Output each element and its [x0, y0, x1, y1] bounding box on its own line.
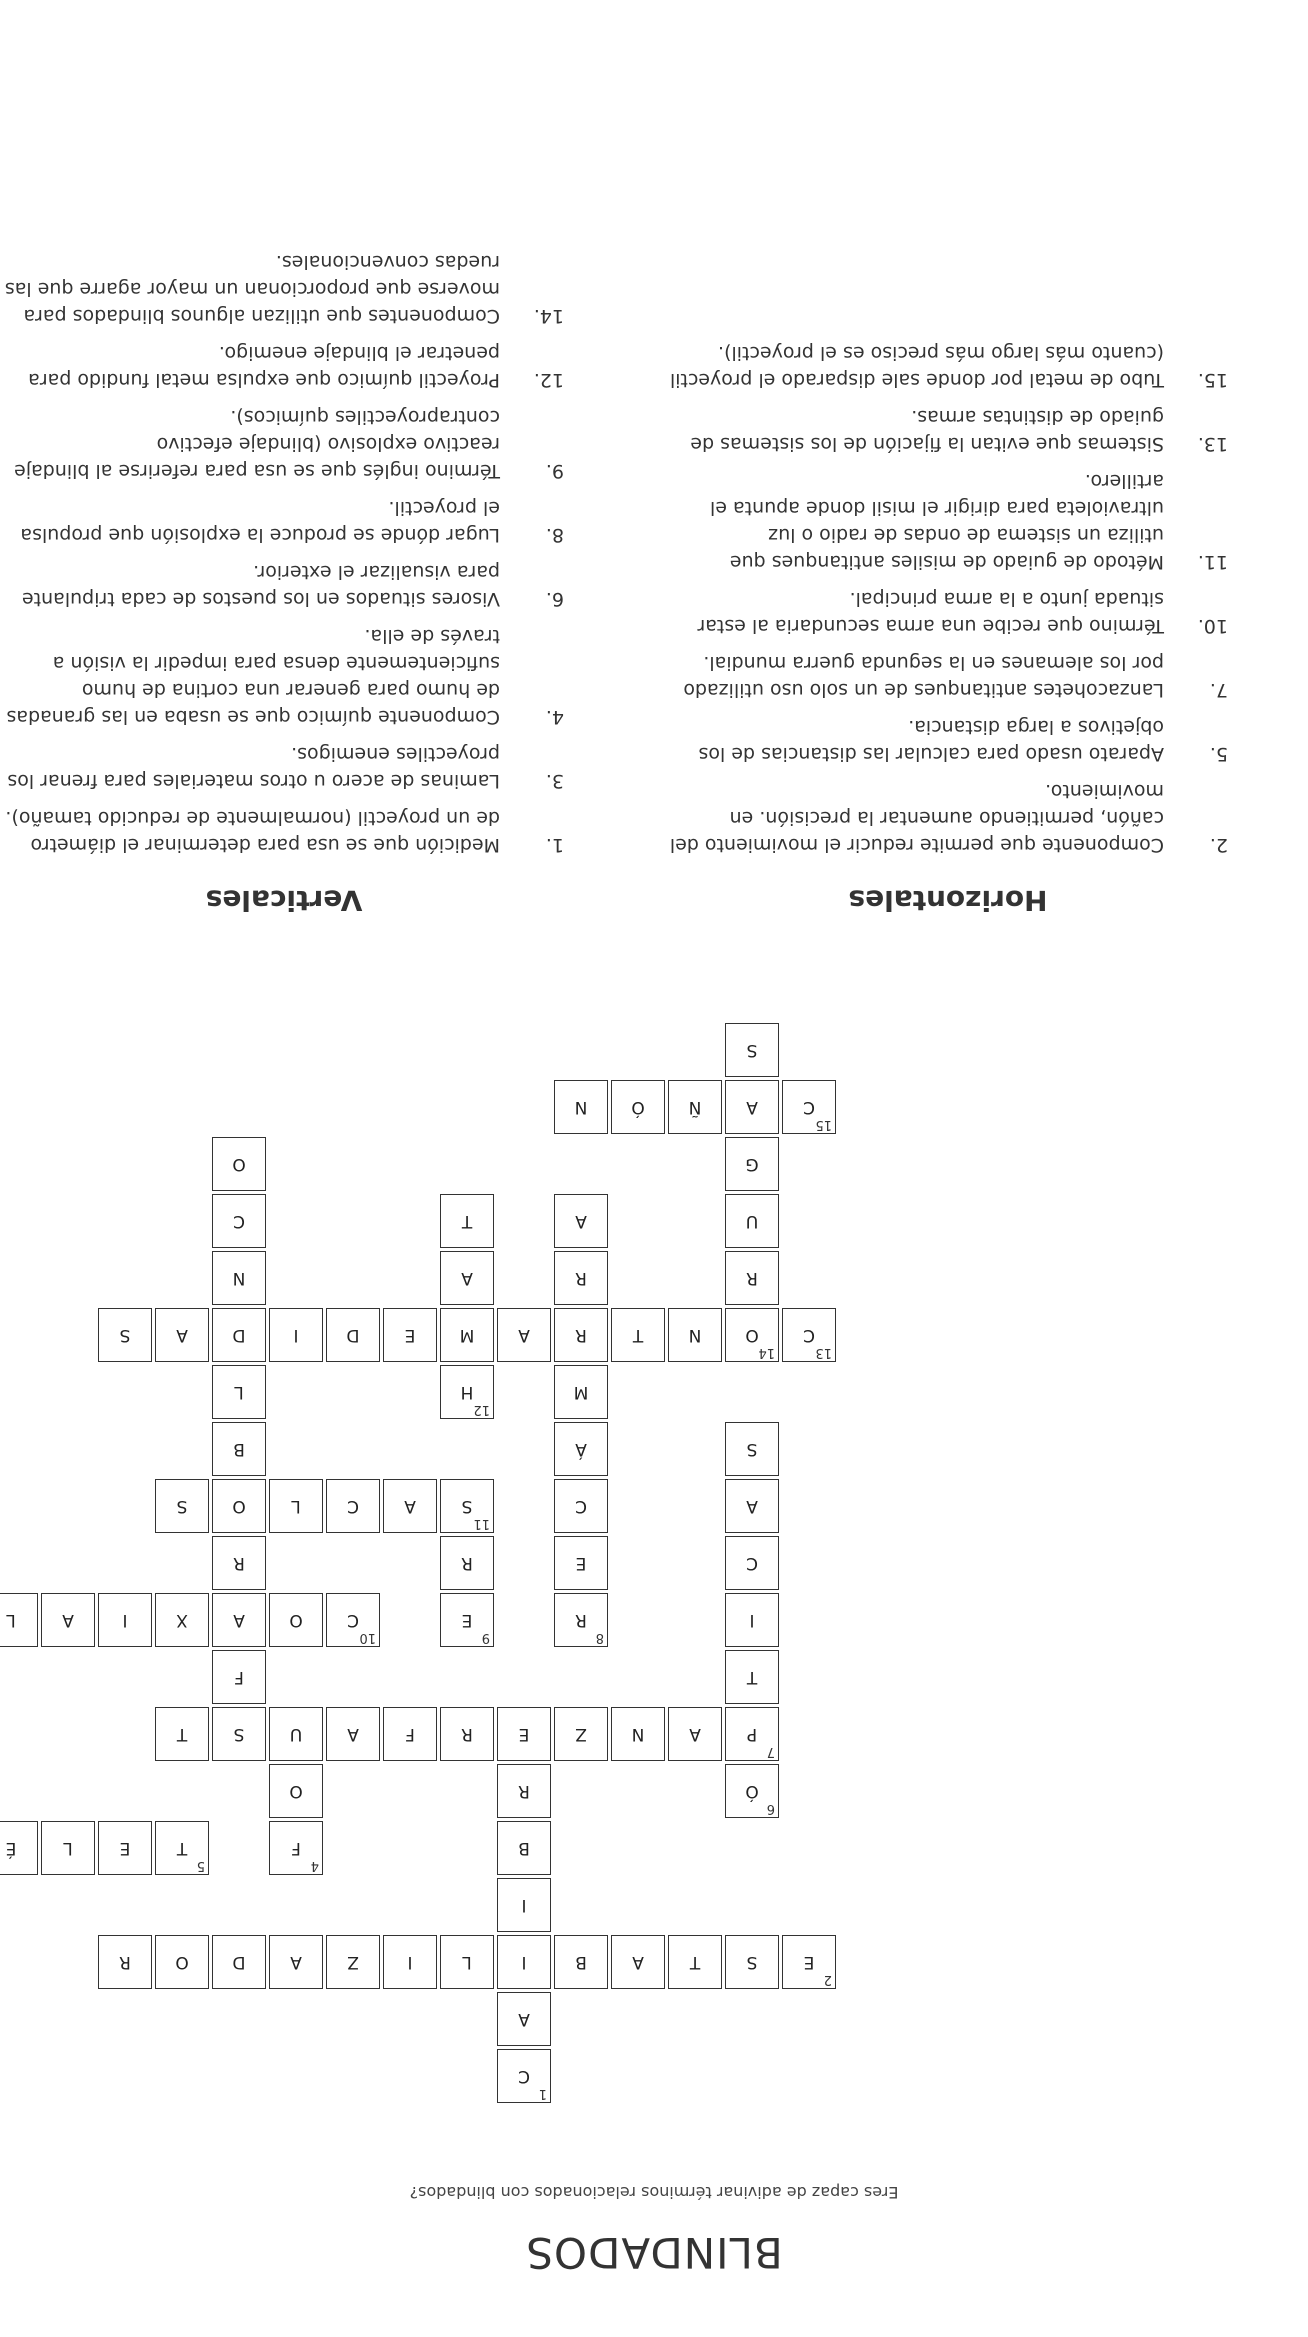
- cell-letter: C: [803, 1097, 815, 1117]
- cell-letter: N: [232, 1268, 246, 1288]
- clue-number: 2.: [1209, 834, 1228, 856]
- clue-text: Tubo de metal por donde sale disparado el proyectil (cuanto más largo más preciso es el proyectil).: [669, 342, 1164, 391]
- cell-letter: C: [746, 1553, 758, 1573]
- crossword-cell[interactable]: [326, 1593, 380, 1647]
- cell-letter: D: [232, 1325, 246, 1345]
- cell-letter: A: [233, 1610, 245, 1630]
- crossword-cell[interactable]: [98, 1821, 152, 1875]
- crossword-cell[interactable]: [611, 1080, 665, 1134]
- cell-letter: A: [176, 1325, 188, 1345]
- cell-letter: I: [122, 1610, 128, 1630]
- cell-letter: X: [176, 1610, 188, 1630]
- cell-letter: O: [289, 1781, 303, 1801]
- cell-letter: C: [347, 1610, 359, 1630]
- cell-number: 1: [538, 2086, 547, 2101]
- crossword-cell[interactable]: [155, 1479, 209, 1533]
- clue-item: [4, 248, 564, 329]
- crossword-cell[interactable]: [497, 1764, 551, 1818]
- crossword-cell[interactable]: [668, 1308, 722, 1362]
- clue-item: [668, 403, 1228, 457]
- crossword-cell[interactable]: [326, 1308, 380, 1362]
- cell-letter: I: [407, 1952, 413, 1972]
- crossword-cell[interactable]: [326, 1707, 380, 1761]
- crossword-cell[interactable]: [554, 1194, 608, 1248]
- clue-number: 10.: [1197, 615, 1228, 637]
- crossword-cell[interactable]: [269, 1308, 323, 1362]
- crossword-cell[interactable]: [440, 1479, 494, 1533]
- cell-letter: A: [632, 1952, 644, 1972]
- crossword-cell[interactable]: [212, 1251, 266, 1305]
- clue-text: Visores situados en los puestos de cada tripulante para visualizar el exterior.: [21, 561, 500, 610]
- crossword-cell[interactable]: [611, 1935, 665, 1989]
- crossword-cell[interactable]: [0, 1821, 38, 1875]
- cell-letter: S: [119, 1325, 131, 1345]
- cell-letter: Z: [575, 1724, 587, 1744]
- crossword-cell[interactable]: [212, 1365, 266, 1419]
- clue-number: 6.: [545, 588, 564, 610]
- cell-letter: F: [291, 1838, 301, 1858]
- crossword-cell[interactable]: [41, 1593, 95, 1647]
- cell-number: 15: [815, 1117, 832, 1132]
- crossword-cell[interactable]: [554, 1251, 608, 1305]
- crossword-grid: [0, 937, 1308, 2337]
- clue-text: Método de guiado de misiles antitanques que utiliza un sistema de ondas de radio o luz ultravioleta para dirigir el misil donde apunta el artillero.: [710, 470, 1164, 573]
- crossword-cell[interactable]: [383, 1308, 437, 1362]
- crossword-cell[interactable]: [326, 1935, 380, 1989]
- cell-letter: S: [233, 1724, 245, 1744]
- crossword-cell[interactable]: [725, 1935, 779, 1989]
- cell-number: 2: [823, 1972, 832, 1987]
- crossword-cell[interactable]: [269, 1821, 323, 1875]
- cell-number: 8: [595, 1630, 604, 1645]
- crossword-cell[interactable]: [269, 1593, 323, 1647]
- crossword-cell[interactable]: [440, 1707, 494, 1761]
- crossword-cell[interactable]: [725, 1023, 779, 1077]
- crossword-cell[interactable]: [554, 1707, 608, 1761]
- cell-letter: R: [518, 1781, 530, 1801]
- cell-number: 6: [766, 1801, 775, 1816]
- crossword-cell[interactable]: [98, 1935, 152, 1989]
- cell-letter: U: [289, 1724, 303, 1744]
- cell-letter: L: [462, 1952, 472, 1972]
- cell-letter: G: [745, 1154, 759, 1174]
- crossword-cell[interactable]: [554, 1080, 608, 1134]
- cell-letter: L: [63, 1838, 73, 1858]
- crossword-cell[interactable]: [725, 1422, 779, 1476]
- clue-item: [668, 713, 1228, 767]
- cell-letter: S: [746, 1040, 758, 1060]
- crossword-cell[interactable]: [782, 1308, 836, 1362]
- crossword-cell[interactable]: [554, 1422, 608, 1476]
- clue-item: [668, 777, 1228, 858]
- clue-item: [4, 622, 564, 730]
- cell-letter: A: [518, 2009, 530, 2029]
- crossword-cell[interactable]: [497, 1992, 551, 2046]
- vertical-clues: [4, 238, 564, 917]
- cell-letter: S: [746, 1439, 758, 1459]
- cell-number: 9: [481, 1630, 490, 1645]
- cell-letter: A: [746, 1097, 758, 1117]
- cell-letter: L: [6, 1610, 16, 1630]
- crossword-cell[interactable]: [440, 1308, 494, 1362]
- crossword-cell[interactable]: [440, 1365, 494, 1419]
- cell-letter: S: [461, 1496, 473, 1516]
- clue-text: Laminas de acero u otros materiales para frenar los proyectiles enemigos.: [7, 743, 500, 792]
- crossword-cell[interactable]: [668, 1707, 722, 1761]
- horizontal-clue-list: [668, 339, 1228, 858]
- cell-letter: I: [749, 1610, 755, 1630]
- clue-item: [668, 467, 1228, 575]
- crossword-cell[interactable]: [212, 1422, 266, 1476]
- clue-number: 11.: [1197, 551, 1228, 573]
- clue-item: [4, 339, 564, 393]
- clue-number: 15.: [1197, 369, 1228, 391]
- crossword-cell[interactable]: [155, 1707, 209, 1761]
- cell-letter: S: [746, 1952, 758, 1972]
- cell-letter: F: [405, 1724, 415, 1744]
- cell-letter: E: [803, 1952, 815, 1972]
- crossword-cell[interactable]: [725, 1650, 779, 1704]
- crossword-cell[interactable]: [212, 1479, 266, 1533]
- clue-text: Medición que se usa para determinar el diámetro de un proyectil (normalmente de reducido tamaño).: [5, 807, 500, 856]
- cell-letter: A: [290, 1952, 302, 1972]
- clue-number: 1.: [545, 834, 564, 856]
- cell-letter: M: [459, 1325, 475, 1345]
- cell-letter: B: [518, 1838, 530, 1858]
- crossword-cell[interactable]: [725, 1764, 779, 1818]
- cell-letter: É: [5, 1838, 17, 1858]
- clue-number: 5.: [1209, 743, 1228, 765]
- clue-number: 13.: [1197, 433, 1228, 455]
- cell-letter: I: [293, 1325, 299, 1345]
- cell-letter: E: [119, 1838, 131, 1858]
- cell-letter: C: [575, 1496, 587, 1516]
- crossword-cell[interactable]: [725, 1536, 779, 1590]
- crossword-cell[interactable]: [668, 1080, 722, 1134]
- crossword-cell[interactable]: [155, 1308, 209, 1362]
- crossword-cell[interactable]: [212, 1536, 266, 1590]
- cell-letter: R: [233, 1553, 245, 1573]
- clue-number: 3.: [545, 770, 564, 792]
- cell-letter: R: [575, 1610, 587, 1630]
- cell-letter: F: [234, 1667, 244, 1687]
- cell-letter: B: [575, 1952, 587, 1972]
- cell-letter: S: [176, 1496, 188, 1516]
- clue-item: [668, 649, 1228, 703]
- crossword-cell[interactable]: [668, 1935, 722, 1989]
- cell-number: 14: [758, 1345, 775, 1360]
- crossword-cell[interactable]: [725, 1707, 779, 1761]
- vertical-clue-list: [4, 248, 564, 858]
- cell-letter: T: [461, 1211, 473, 1231]
- clue-number: 14.: [533, 305, 564, 327]
- crossword-cell[interactable]: [0, 1593, 38, 1647]
- horizontal-clues: [668, 329, 1228, 917]
- clue-item: [4, 804, 564, 858]
- crossword-cell[interactable]: [326, 1479, 380, 1533]
- crossword-cell[interactable]: [269, 1764, 323, 1818]
- clue-text: Lanzacohetes antitanques de un solo uso utilizado por los alemanes en la segunda guerra mundial.: [683, 652, 1164, 701]
- cell-number: 12: [473, 1402, 490, 1417]
- crossword-cell[interactable]: [611, 1707, 665, 1761]
- cell-letter: P: [746, 1724, 758, 1744]
- crossword-cell[interactable]: [554, 1935, 608, 1989]
- crossword-cell[interactable]: [155, 1593, 209, 1647]
- clue-text: Término inglés que se usa para referirse al blindaje reactivo explosivo (blindaje efectivo contraproyectiles químicos).: [14, 406, 500, 482]
- crossword-cell[interactable]: [440, 1536, 494, 1590]
- cell-letter: R: [461, 1553, 473, 1573]
- cell-letter: Ó: [745, 1781, 759, 1801]
- cell-letter: N: [631, 1724, 645, 1744]
- crossword-cell[interactable]: [155, 1821, 209, 1875]
- cell-letter: A: [461, 1268, 473, 1288]
- clue-number: 12.: [533, 369, 564, 391]
- crossword-cell[interactable]: [269, 1935, 323, 1989]
- cell-letter: A: [518, 1325, 530, 1345]
- clue-text: Término que recibe una arma secundaria al estar situada junto a la arma principal.: [697, 588, 1164, 637]
- crossword-cell[interactable]: [725, 1308, 779, 1362]
- crossword-cell[interactable]: [611, 1308, 665, 1362]
- cell-letter: R: [461, 1724, 473, 1744]
- cell-letter: R: [575, 1268, 587, 1288]
- cell-letter: T: [746, 1667, 758, 1687]
- crossword-cell[interactable]: [497, 2049, 551, 2103]
- cell-number: 7: [766, 1744, 775, 1759]
- clue-item: [4, 740, 564, 794]
- cell-number: 10: [359, 1630, 376, 1645]
- cell-letter: D: [232, 1952, 246, 1972]
- crossword-cell[interactable]: [725, 1080, 779, 1134]
- crossword-cell[interactable]: [212, 1650, 266, 1704]
- cell-letter: E: [518, 1724, 530, 1744]
- clue-text: Aparato usado para calcular las distancias de los objetivos a larga distancia.: [698, 716, 1164, 765]
- cell-letter: E: [461, 1610, 473, 1630]
- horizontal-clues-heading: Horizontales: [848, 884, 1048, 917]
- cell-number: 5: [196, 1858, 205, 1873]
- crossword-cell[interactable]: [440, 1251, 494, 1305]
- crossword-cell[interactable]: [440, 1935, 494, 1989]
- crossword-cell[interactable]: [383, 1935, 437, 1989]
- cell-letter: N: [688, 1325, 702, 1345]
- cell-letter: C: [803, 1325, 815, 1345]
- clue-text: Componentes que utilizan algunos blindados para moverse que proporcionan un mayor agarre que las ruedas convencionales.: [4, 251, 500, 327]
- cell-letter: A: [404, 1496, 416, 1516]
- cell-letter: T: [176, 1724, 188, 1744]
- crossword-cell[interactable]: [554, 1536, 608, 1590]
- cell-letter: B: [233, 1439, 245, 1459]
- cell-letter: Z: [347, 1952, 359, 1972]
- crossword-cell[interactable]: [554, 1365, 608, 1419]
- crossword-cell[interactable]: [782, 1080, 836, 1134]
- cell-letter: O: [175, 1952, 189, 1972]
- crossword-cell[interactable]: [212, 1707, 266, 1761]
- cell-letter: U: [745, 1211, 759, 1231]
- cell-letter: Á: [575, 1439, 587, 1459]
- cell-letter: E: [575, 1553, 587, 1573]
- cell-letter: A: [575, 1211, 587, 1231]
- cell-letter: C: [518, 2066, 530, 2086]
- cell-letter: R: [575, 1325, 587, 1345]
- crossword-cell[interactable]: [782, 1935, 836, 1989]
- cell-number: 13: [815, 1345, 832, 1360]
- crossword-cell[interactable]: [725, 1251, 779, 1305]
- clue-number: 9.: [545, 460, 564, 482]
- cell-letter: C: [347, 1496, 359, 1516]
- cell-letter: A: [62, 1610, 74, 1630]
- cell-letter: T: [689, 1952, 701, 1972]
- crossword-cell[interactable]: [497, 1821, 551, 1875]
- cell-letter: L: [291, 1496, 301, 1516]
- crossword-cell[interactable]: [440, 1593, 494, 1647]
- cell-letter: E: [404, 1325, 416, 1345]
- clue-text: Componente químico que se usaba en las granadas de humo para generar una cortina de humo suficientemente densa para impedir la visión a través de ella.: [6, 625, 500, 728]
- cell-letter: I: [521, 1952, 527, 1972]
- crossword-cell[interactable]: [554, 1479, 608, 1533]
- crossword-cell[interactable]: [41, 1821, 95, 1875]
- crossword-cell[interactable]: [497, 1935, 551, 1989]
- cell-letter: O: [232, 1496, 246, 1516]
- cell-letter: T: [632, 1325, 644, 1345]
- cell-letter: A: [689, 1724, 701, 1744]
- cell-letter: Ó: [631, 1097, 645, 1117]
- cell-letter: H: [460, 1382, 474, 1402]
- cell-number: 11: [473, 1516, 490, 1531]
- cell-letter: O: [289, 1610, 303, 1630]
- clue-text: Componente que permite reducir el movimiento del cañón, permitiendo aumentar la precisión. en movimiento.: [669, 780, 1164, 856]
- cell-letter: I: [521, 1895, 527, 1915]
- cell-letter: R: [119, 1952, 131, 1972]
- crossword-cell[interactable]: [212, 1593, 266, 1647]
- cell-letter: L: [234, 1382, 244, 1402]
- page-subtitle: Eres capaz de adivinar términos relacionados con blindados?: [409, 2183, 899, 2202]
- cell-letter: O: [745, 1325, 759, 1345]
- clue-number: 4.: [545, 706, 564, 728]
- vertical-clues-heading: Verticales: [205, 884, 363, 917]
- cell-letter: A: [746, 1496, 758, 1516]
- crossword-cell[interactable]: [269, 1707, 323, 1761]
- cell-letter: R: [746, 1268, 758, 1288]
- cell-letter: Ñ: [688, 1097, 702, 1117]
- crossword-cell[interactable]: [98, 1308, 152, 1362]
- crossword-cell[interactable]: [212, 1194, 266, 1248]
- crossword-cell[interactable]: [440, 1194, 494, 1248]
- cell-letter: T: [176, 1838, 188, 1858]
- clue-number: 7.: [1209, 679, 1228, 701]
- crossword-cell[interactable]: [554, 1308, 608, 1362]
- cell-letter: M: [573, 1382, 589, 1402]
- cell-letter: C: [233, 1211, 245, 1231]
- clue-text: Proyectil químico que expulsa metal fundido para penetrar el blindaje enemigo.: [28, 342, 500, 391]
- crossword-cell[interactable]: [269, 1479, 323, 1533]
- cell-number: 4: [310, 1858, 319, 1873]
- crossword-cell[interactable]: [554, 1593, 608, 1647]
- crossword-cell[interactable]: [212, 1137, 266, 1191]
- clue-item: [4, 558, 564, 612]
- crossword-cell[interactable]: [497, 1308, 551, 1362]
- clue-number: 8.: [545, 524, 564, 546]
- crossword-cell[interactable]: [98, 1593, 152, 1647]
- crossword-cell[interactable]: [725, 1593, 779, 1647]
- clue-item: [4, 403, 564, 484]
- crossword-cell[interactable]: [497, 1707, 551, 1761]
- crossword-cell[interactable]: [155, 1935, 209, 1989]
- cell-letter: A: [347, 1724, 359, 1744]
- page-title: BLINDADOS: [525, 2228, 783, 2277]
- cell-letter: O: [232, 1154, 246, 1174]
- crossword-cell[interactable]: [212, 1935, 266, 1989]
- clue-text: Sistemas que evitan la fijación de los sistemas de guiado de distintas armas.: [690, 406, 1164, 455]
- clue-item: [4, 494, 564, 548]
- crossword-cell[interactable]: [725, 1194, 779, 1248]
- cell-letter: N: [574, 1097, 588, 1117]
- cell-letter: D: [346, 1325, 360, 1345]
- crossword-cell[interactable]: [497, 1878, 551, 1932]
- clue-text: Lugar dónde se produce la explosión que propulsa el proyectil.: [20, 497, 500, 546]
- crossword-cell[interactable]: [725, 1137, 779, 1191]
- clue-item: [668, 585, 1228, 639]
- crossword-cell[interactable]: [383, 1707, 437, 1761]
- crossword-cell[interactable]: [383, 1479, 437, 1533]
- clue-item: [668, 339, 1228, 393]
- crossword-cell[interactable]: [725, 1479, 779, 1533]
- crossword-cell[interactable]: [212, 1308, 266, 1362]
